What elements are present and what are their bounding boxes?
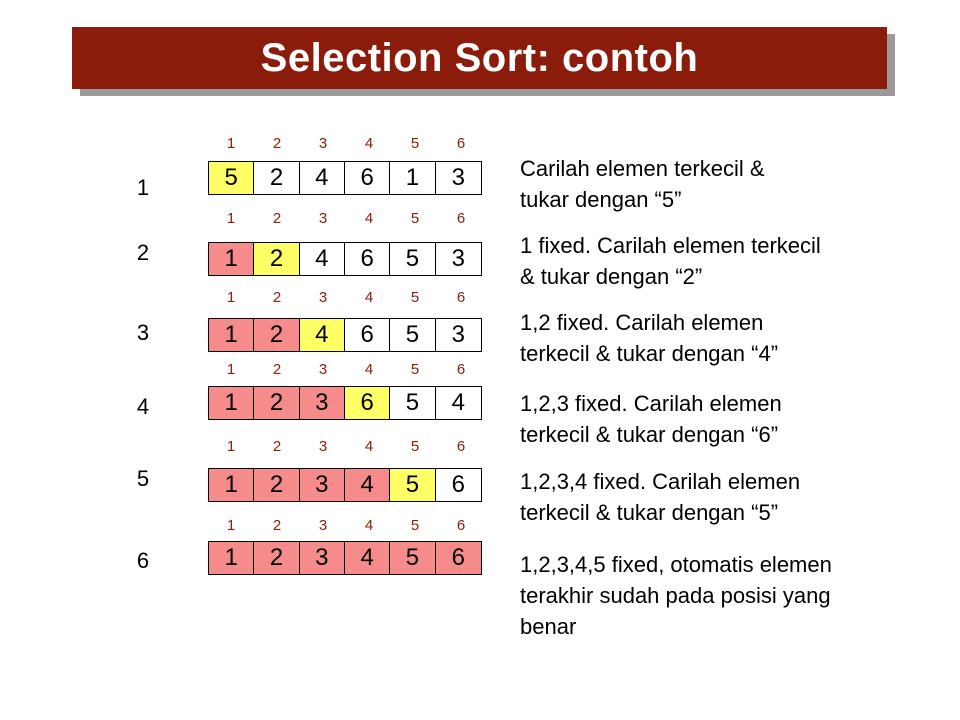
array-cell-fixed: 1 <box>209 542 254 574</box>
index-row <box>208 518 484 534</box>
array-cell-normal: 4 <box>300 162 345 194</box>
array-index: 5 <box>410 517 420 534</box>
array-index: 6 <box>456 517 466 534</box>
index-row <box>208 136 484 152</box>
array-index: 2 <box>272 210 282 227</box>
array-cell-normal: 6 <box>345 162 390 194</box>
array-index: 1 <box>226 289 236 306</box>
array-index: 6 <box>456 289 466 306</box>
array-index: 5 <box>410 289 420 306</box>
step-description: 1 fixed. Carilah elemen terkecil & tukar dengan “2” <box>520 233 821 289</box>
index-row <box>208 290 484 306</box>
array-cell-normal: 2 <box>254 162 299 194</box>
array-index: 6 <box>456 210 466 227</box>
array-index: 2 <box>272 438 282 455</box>
array-cell-fixed: 6 <box>436 542 481 574</box>
step-number: 2 <box>136 240 150 265</box>
array-cell-normal: 4 <box>300 243 345 275</box>
array-cell-normal: 5 <box>390 319 435 351</box>
array-cell-fixed: 4 <box>345 542 390 574</box>
array-index: 2 <box>272 517 282 534</box>
array-cell-fixed: 3 <box>300 542 345 574</box>
array-index: 4 <box>364 517 374 534</box>
array-index: 1 <box>226 210 236 227</box>
array-index: 5 <box>410 135 420 152</box>
array-index: 5 <box>410 361 420 378</box>
array-cell-normal: 5 <box>390 243 435 275</box>
array-index: 2 <box>272 361 282 378</box>
array-index: 4 <box>364 361 374 378</box>
array-index: 5 <box>410 210 420 227</box>
array-row <box>208 318 482 352</box>
array-index: 3 <box>318 135 328 152</box>
array-cell-normal: 5 <box>390 387 435 419</box>
array-cell-current: 4 <box>300 319 345 351</box>
array-cell-fixed: 2 <box>254 319 299 351</box>
array-cell-current: 2 <box>254 243 299 275</box>
array-index: 2 <box>272 135 282 152</box>
array-cell-normal: 4 <box>436 387 481 419</box>
array-cell-fixed: 1 <box>209 469 254 501</box>
index-row <box>208 439 484 455</box>
array-index: 3 <box>318 210 328 227</box>
array-index: 3 <box>318 438 328 455</box>
array-row <box>208 468 482 502</box>
array-cell-current: 5 <box>390 469 435 501</box>
step-description: Carilah elemen terkecil & tukar dengan “5” <box>520 156 765 212</box>
array-index: 4 <box>364 289 374 306</box>
array-cell-normal: 3 <box>436 319 481 351</box>
array-row <box>208 161 482 195</box>
array-index: 1 <box>226 135 236 152</box>
array-cell-fixed: 1 <box>209 387 254 419</box>
array-index: 4 <box>364 438 374 455</box>
array-index: 1 <box>226 517 236 534</box>
array-cell-fixed: 5 <box>390 542 435 574</box>
step-number: 3 <box>136 320 150 345</box>
array-cell-fixed: 1 <box>209 319 254 351</box>
array-cell-normal: 6 <box>345 243 390 275</box>
step-description: 1,2,3,4,5 fixed, otomatis elemen terakhir sudah pada posisi yang benar <box>520 552 832 639</box>
step-number: 1 <box>136 175 150 200</box>
array-cell-fixed: 2 <box>254 469 299 501</box>
array-index: 3 <box>318 361 328 378</box>
step-description: 1,2 fixed. Carilah elemen terkecil & tukar dengan “4” <box>520 310 779 366</box>
array-index: 4 <box>364 135 374 152</box>
array-index: 4 <box>364 210 374 227</box>
array-cell-normal: 3 <box>436 243 481 275</box>
array-index: 1 <box>226 361 236 378</box>
index-row <box>208 362 484 378</box>
title-bar <box>72 27 887 89</box>
array-index: 5 <box>410 438 420 455</box>
array-row <box>208 242 482 276</box>
step-description: 1,2,3 fixed. Carilah elemen terkecil & tukar dengan “6” <box>520 391 782 447</box>
array-index: 6 <box>456 438 466 455</box>
array-cell-fixed: 1 <box>209 243 254 275</box>
array-index: 1 <box>226 438 236 455</box>
array-cell-current: 5 <box>209 162 254 194</box>
array-cell-current: 6 <box>345 387 390 419</box>
step-number: 4 <box>136 394 150 419</box>
array-cell-fixed: 2 <box>254 387 299 419</box>
array-cell-normal: 6 <box>345 319 390 351</box>
array-index: 2 <box>272 289 282 306</box>
array-index: 3 <box>318 289 328 306</box>
slide-title: Selection Sort: contoh <box>260 35 699 80</box>
step-description: 1,2,3,4 fixed. Carilah elemen terkecil & tukar dengan “5” <box>520 469 801 525</box>
array-cell-normal: 6 <box>436 469 481 501</box>
array-row <box>208 386 482 420</box>
step-number: 6 <box>136 548 150 573</box>
array-index: 6 <box>456 135 466 152</box>
array-index: 3 <box>318 517 328 534</box>
step-number: 5 <box>136 466 150 491</box>
array-cell-normal: 1 <box>390 162 435 194</box>
array-cell-fixed: 4 <box>345 469 390 501</box>
array-index: 6 <box>456 361 466 378</box>
array-cell-normal: 3 <box>436 162 481 194</box>
array-row <box>208 541 482 575</box>
array-cell-fixed: 2 <box>254 542 299 574</box>
array-cell-fixed: 3 <box>300 387 345 419</box>
index-row <box>208 211 484 227</box>
array-cell-fixed: 3 <box>300 469 345 501</box>
